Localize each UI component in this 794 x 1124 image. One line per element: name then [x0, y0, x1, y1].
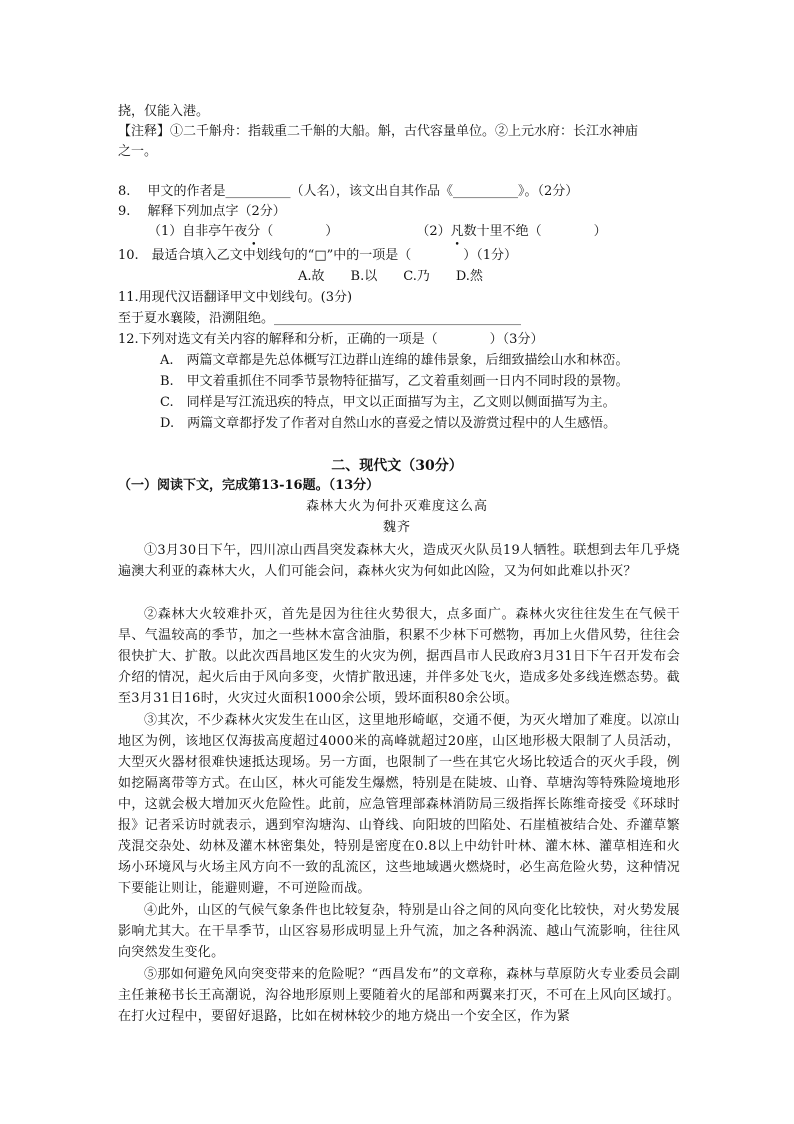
annotation-note-cont: 之一。 — [118, 144, 158, 159]
paragraph-3: ③其次，不少森林火灾发生在山区，这里地形崎岖，交通不便，为灭火增加了难度。以凉山地区为例，该地区仅海拔高度超过4000米的高峰就超过20座，山区地形极大限制了人员活动，大型灭火器材很难快速抵达现场。另一方面，也限制了一些在其它火场比较适合的灭火手段，例如挖隔离带等方式。在山区，林火可能发生爆燃，特别是在陡坡、山脊、草塘沟等特殊险境地形中，这就会极大增加灭火危险性。此前，应急管理部森林消防局三级指挥长陈维奇接受《环球时报》记者采访时就表示，遇到窄沟塘沟、山脊线、向阳坡的凹陷处、石崖植被结合处、乔灌草繁茂混交杂处、幼林及灌木林密集处，特别是密度在0.8以上中幼针叶林、灌木林、灌草相连和火场小环境风与火场主风方向不一致的乱流区，这些地域遇火燃烧时，必生高危险火势，这种情况下要能让则让，能避则避，不可逆险而战。 — [118, 713, 680, 896]
paragraph-4: ④此外，山区的气候气象条件也比较复杂，特别是山谷之间的风向变化比较快，对火势发展影响尤其大。在干旱季节，山区容易形成明显上升气流，加之各种涡流、越山气流影响，往往风向突然发生变化。 — [118, 903, 680, 960]
annotation-note: 【注释】①二千斛舟：指载重二千斛的大船。斛，古代容量单位。②上元水府：长江水神庙 — [118, 124, 639, 139]
q9b-blank: 数十里不绝（ ） — [463, 224, 607, 239]
question-12: 12.下列对选文有关内容的解释和分析，正确的一项是（ ）（3分） — [118, 332, 544, 347]
q9a-blank: （ ） — [260, 224, 339, 239]
q9a-text: （1）自非亭午夜 — [148, 224, 248, 239]
question-10: 10. 最适合填入乙文中划线句的“□”中的一项是（ ）（1分） — [118, 248, 518, 263]
q9b-dotted-char: 凡 — [450, 224, 464, 239]
option-d: D. 两篇文章都抒发了作者对自然山水的喜爱之情以及游赏过程中的人生感悟。 — [160, 416, 617, 431]
paragraph-2: ②森林大火较难扑灭，首先是因为往往火势很大，点多面广。森林火灾往往发生在气候干旱、气温较高的季节，加之一些林木富含油脂，积累不少林下可燃物，再加上火借风势，往往会很快扩大、扩散。以此次西昌地区发生的火灾为例，据西昌市人民政府3月31日下午召开发布会介绍的情况，起火后由于风向多变，火情扩散迅速，并伴多处飞火，造成多处多线连燃态势。截至3月31日16时，火灾过火面积1000余公顷，毁坏面积80余公顷。 — [118, 607, 680, 706]
article-author: 魏齐 — [382, 520, 411, 535]
section-heading: 二、现代文（30分） — [331, 458, 463, 474]
question-9-items — [148, 222, 708, 242]
article-title: 森林大火为何扑灭难度这么高 — [305, 499, 488, 514]
question-10-options: A.故 B.以 C.乃 D.然 — [298, 269, 483, 284]
option-c: C. 同样是写江流迅疾的特点，甲文以正面描写为主，乙文则以侧面描写为主。 — [160, 395, 616, 410]
option-b: B. 甲文着重抓住不同季节景物特征描写，乙文着重刻画一日内不同时段的景物。 — [160, 374, 629, 389]
question-8: 8. 甲文的作者是__________（人名），该文出自其作品《__________》。（2分） — [118, 184, 579, 199]
text-line: 挠，仅能入港。 — [118, 104, 210, 119]
option-a: A. 两篇文章都是先总体概写江边群山连绵的雄伟景象，后细致描绘山水和林峦。 — [160, 353, 629, 368]
paragraph-5: ⑤那如何避免风向突变带来的危险呢？“西昌发布”的文章称，森林与草原防火专业委员会副主任兼秘书长王高潮说，沟谷地形原则上要随着火的尾部和两翼来打灭，不可在上风向区域打。在打火过程中，要留好退路，比如在树林较少的地方烧出一个安全区，作为紧 — [118, 967, 680, 1024]
paragraph-1: ①3月30日下午，四川凉山西昌突发森林大火，造成灭火队员19人牺牲。联想到去年几乎烧遍澳大利亚的森林大火，人们可能会问，森林火灾为何如此凶险，又为何如此难以扑灭？ — [118, 543, 680, 579]
question-11: 11.用现代汉语翻译甲文中划线句。(3分) — [118, 290, 353, 305]
question-9: 9. 解释下列加点字（2分） — [118, 204, 286, 219]
section-subheading: （一）阅读下文，完成第13-16题。（13分） — [118, 478, 380, 493]
q9a-dotted-char: 分 — [247, 224, 261, 239]
question-11-answer-line: 至于夏水襄陵，沿溯阻绝。______________________________________ — [118, 311, 522, 326]
q9b-text: （2） — [416, 224, 451, 239]
